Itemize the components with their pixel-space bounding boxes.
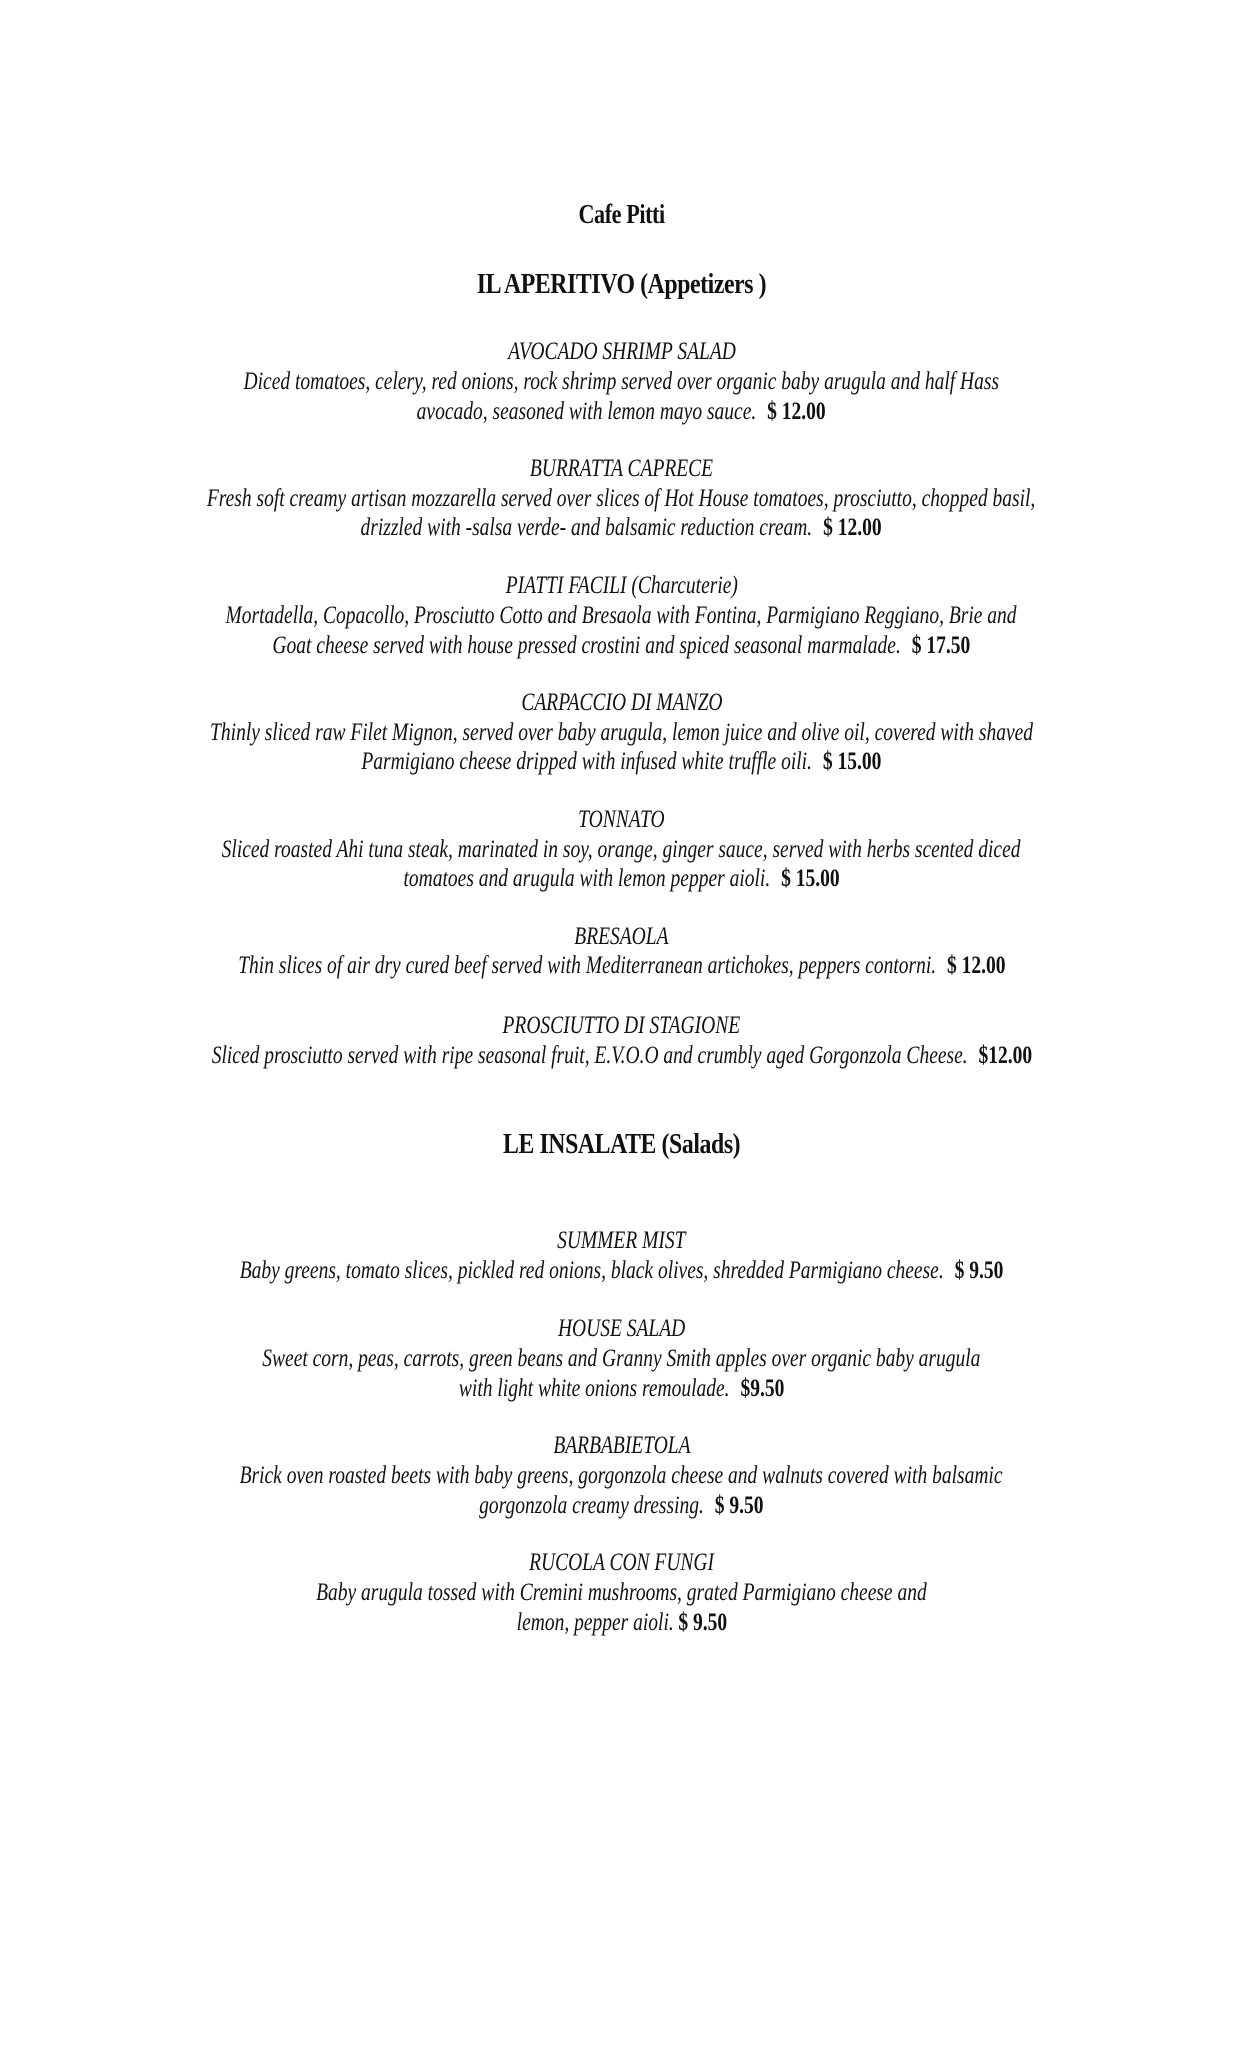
item-name-text: CARPACCIO DI MANZO (520, 689, 723, 716)
item-description-text: Diced tomatoes, celery, red onions, rock shrimp served over organic baby arugula and half Hass (243, 368, 1000, 395)
item-description-line (0, 1462, 1243, 1490)
item-name-text: BRESAOLA (574, 923, 669, 950)
item-description-line (0, 1375, 1243, 1403)
section-title-appetizers (0, 268, 1243, 301)
item-price: $ 12.00 (767, 398, 826, 425)
item-name-text: BURRATTA CAPRECE (529, 455, 714, 482)
item-name-text: SUMMER MIST (557, 1227, 686, 1254)
item-description-text: Sliced prosciutto served with ripe seasonal fruit, E.V.O.O and crumbly aged Gorgonzola Cheese. (211, 1042, 968, 1069)
item-description-line (0, 1609, 1243, 1637)
item-description-text: drizzled with -salsa verde- and balsamic reduction cream. (360, 514, 813, 541)
item-name (0, 1315, 1243, 1343)
item-name (0, 1227, 1243, 1255)
section-title-text: IL APERITIVO (Appetizers ) (476, 268, 767, 300)
item-description-line (0, 632, 1243, 660)
item-name (0, 455, 1243, 483)
item-name-text: HOUSE SALAD (557, 1315, 686, 1342)
item-price: $ 12.00 (946, 952, 1006, 979)
item-name-text: BARBABIETOLA (552, 1432, 691, 1459)
item-description-text: Mortadella, Copacollo, Prosciutto Cotto and Bresaola with Fontina, Parmigiano Reggiano, Brie and (226, 602, 1017, 629)
item-description-line (0, 719, 1243, 747)
item-description-line (0, 1345, 1243, 1373)
item-description-line (0, 514, 1243, 542)
item-description-text: Fresh soft creamy artisan mozzarella served over slices of Hot House tomatoes, prosciutto, chopped basil, (207, 485, 1036, 512)
item-name-text: RUCOLA CON FUNGI (529, 1549, 714, 1576)
item-price: $ 12.00 (823, 514, 883, 541)
item-description-line (0, 1257, 1243, 1285)
item-description-line (0, 368, 1243, 396)
item-description-line (0, 748, 1243, 776)
item-price: $ 9.50 (954, 1257, 1004, 1284)
item-name (0, 572, 1243, 600)
item-price: $ 17.50 (911, 632, 971, 659)
item-description-text: Goat cheese served with house pressed crostini and spiced seasonal marmalade. (272, 632, 901, 659)
section-title-salads (0, 1128, 1243, 1161)
item-description-text: lemon, pepper aioli. (516, 1609, 674, 1636)
item-description-text: tomatoes and arugula with lemon pepper aioli. (403, 865, 771, 892)
item-name-text: PROSCIUTTO DI STAGIONE (502, 1012, 741, 1039)
item-description-line (0, 602, 1243, 630)
item-price: $9.50 (740, 1375, 785, 1402)
item-name (0, 1549, 1243, 1577)
item-description-text: Sweet corn, peas, carrots, green beans and Granny Smith apples over organic baby arugula (262, 1345, 981, 1372)
item-price: $12.00 (978, 1042, 1032, 1069)
item-description-text: Brick oven roasted beets with baby greens, gorgonzola cheese and walnuts covered with balsamic (240, 1462, 1003, 1489)
item-description-line (0, 1042, 1243, 1070)
item-description-text: with light white onions remoulade. (458, 1375, 730, 1402)
item-price: $ 15.00 (781, 865, 840, 892)
item-description-line (0, 865, 1243, 893)
item-name (0, 338, 1243, 366)
section-title-text: LE INSALATE (Salads) (502, 1128, 741, 1160)
item-description-line (0, 836, 1243, 864)
item-description-line (0, 952, 1243, 980)
item-name (0, 1012, 1243, 1040)
item-name (0, 923, 1243, 951)
item-description-text: Thinly sliced raw Filet Mignon, served over baby arugula, lemon juice and olive oil, covered with shaved (209, 719, 1033, 746)
item-description-line (0, 1579, 1243, 1607)
item-price: $ 15.00 (823, 748, 882, 775)
restaurant-name-text: Cafe Pitti (578, 199, 665, 229)
item-name (0, 689, 1243, 717)
item-description-line (0, 1492, 1243, 1520)
restaurant-name (0, 199, 1243, 230)
item-description-line (0, 398, 1243, 426)
item-name (0, 806, 1243, 834)
item-description-text: Thin slices of air dry cured beef served with Mediterranean artichokes, peppers contorni. (237, 952, 936, 979)
item-name-text: AVOCADO SHRIMP SALAD (507, 338, 736, 365)
item-description-text: Parmigiano cheese dripped with infused white truffle oili. (361, 748, 813, 775)
item-description-text: avocado, seasoned with lemon mayo sauce. (417, 398, 757, 425)
item-name (0, 1432, 1243, 1460)
item-description-line (0, 485, 1243, 513)
item-name-text: PIATTI FACILI (Charcuterie) (505, 572, 738, 599)
item-price: $ 9.50 (677, 1609, 727, 1636)
item-name-text: TONNATO (578, 806, 665, 833)
item-description-text: Sliced roasted Ahi tuna steak, marinated in soy, orange, ginger sauce, served with herbs scented diced (222, 836, 1021, 863)
item-description-text: Baby greens, tomato slices, pickled red onions, black olives, shredded Parmigiano cheese. (239, 1257, 944, 1284)
item-price: $ 9.50 (714, 1492, 764, 1519)
item-description-text: Baby arugula tossed with Cremini mushrooms, grated Parmigiano cheese and (316, 1579, 927, 1606)
item-description-text: gorgonzola creamy dressing. (479, 1492, 705, 1519)
